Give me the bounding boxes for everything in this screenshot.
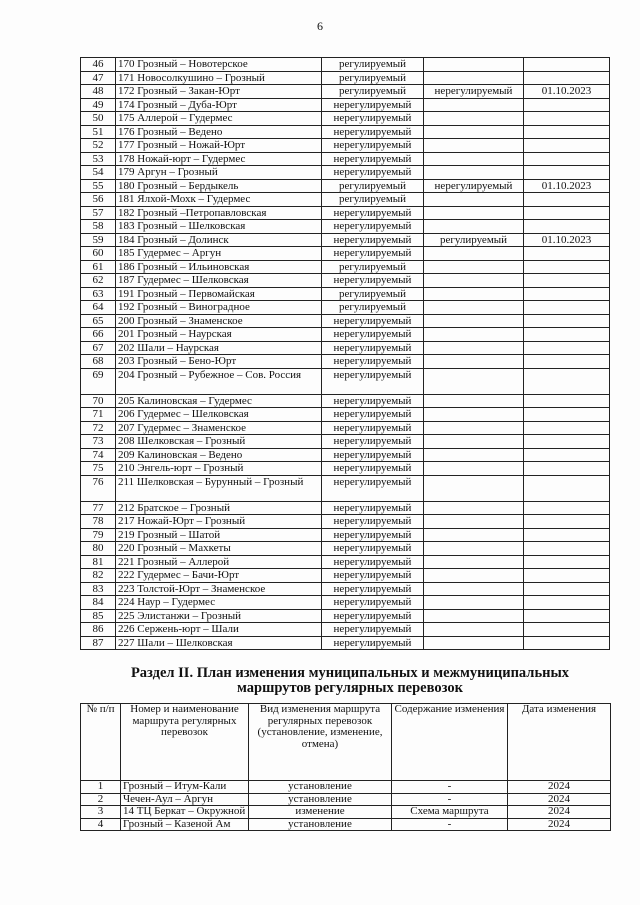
- change-route-name-cell: Грозный – Итум-Кали: [121, 781, 249, 794]
- route-new-type-cell: [424, 220, 524, 234]
- route-number-cell: 64: [81, 301, 116, 315]
- change-date-cell: [524, 206, 610, 220]
- routes-table: [80, 57, 610, 650]
- route-name-cell: 211 Шелковская – Бурунный – Грозный: [116, 475, 322, 501]
- route-name-cell: 200 Грозный – Знаменское: [116, 314, 322, 328]
- route-type-cell: нерегулируемый: [322, 274, 424, 288]
- table-row: [81, 287, 610, 301]
- route-number-cell: 46: [81, 58, 116, 72]
- route-new-type-cell: [424, 435, 524, 449]
- change-date-cell: 2024: [508, 806, 611, 819]
- change-route-name-cell: Грозный – Казеной Ам: [121, 818, 249, 831]
- route-name-cell: 185 Гудермес – Аргун: [116, 247, 322, 261]
- table-row: [81, 125, 610, 139]
- change-num-cell: 1: [81, 781, 121, 794]
- route-new-type-cell: [424, 501, 524, 515]
- route-new-type-cell: [424, 125, 524, 139]
- change-num-cell: 4: [81, 818, 121, 831]
- route-new-type-cell: [424, 355, 524, 369]
- change-date-cell: [524, 435, 610, 449]
- route-new-type-cell: [424, 193, 524, 207]
- route-number-cell: 58: [81, 220, 116, 234]
- route-new-type-cell: [424, 71, 524, 85]
- change-date-cell: 01.10.2023: [524, 233, 610, 247]
- route-type-cell: нерегулируемый: [322, 247, 424, 261]
- route-number-cell: 75: [81, 462, 116, 476]
- route-number-cell: 59: [81, 233, 116, 247]
- route-type-cell: нерегулируемый: [322, 408, 424, 422]
- table-row: [81, 368, 610, 394]
- route-name-cell: 178 Ножай-юрт – Гудермес: [116, 152, 322, 166]
- route-name-cell: 183 Грозный – Шелковская: [116, 220, 322, 234]
- change-kind-cell: установление: [249, 818, 392, 831]
- change-date-cell: [524, 98, 610, 112]
- table-row: [81, 152, 610, 166]
- header-change-content: Содержание изменения: [392, 704, 508, 781]
- route-name-cell: 227 Шали – Шелковская: [116, 636, 322, 650]
- route-number-cell: 72: [81, 421, 116, 435]
- table-row: [81, 555, 610, 569]
- route-number-cell: 73: [81, 435, 116, 449]
- change-date-cell: [524, 462, 610, 476]
- page-number: 6: [317, 19, 323, 33]
- table-row: [81, 355, 610, 369]
- route-name-cell: 203 Грозный – Бено-Юрт: [116, 355, 322, 369]
- route-type-cell: нерегулируемый: [322, 341, 424, 355]
- change-date-cell: [524, 609, 610, 623]
- route-name-cell: 212 Братское – Грозный: [116, 501, 322, 515]
- route-new-type-cell: регулируемый: [424, 233, 524, 247]
- table-row: [81, 421, 610, 435]
- change-date-cell: [524, 569, 610, 583]
- route-name-cell: 187 Гудермес – Шелковская: [116, 274, 322, 288]
- route-new-type-cell: [424, 206, 524, 220]
- table-row: [81, 542, 610, 556]
- table-row: [81, 179, 610, 193]
- change-route-name-cell: Чечен-Аул – Аргун: [121, 793, 249, 806]
- table-row: [81, 515, 610, 529]
- change-date-cell: [524, 166, 610, 180]
- route-name-cell: 191 Грозный – Первомайская: [116, 287, 322, 301]
- route-number-cell: 63: [81, 287, 116, 301]
- route-name-cell: 172 Грозный – Закан-Юрт: [116, 85, 322, 99]
- route-type-cell: нерегулируемый: [322, 233, 424, 247]
- change-date-cell: [524, 71, 610, 85]
- route-name-cell: 175 Аллерой – Гудермес: [116, 112, 322, 126]
- route-name-cell: 184 Грозный – Долинск: [116, 233, 322, 247]
- change-date-cell: [524, 328, 610, 342]
- change-num-cell: 2: [81, 793, 121, 806]
- route-new-type-cell: [424, 528, 524, 542]
- route-new-type-cell: [424, 328, 524, 342]
- route-new-type-cell: [424, 421, 524, 435]
- route-number-cell: 47: [81, 71, 116, 85]
- route-number-cell: 74: [81, 448, 116, 462]
- route-new-type-cell: [424, 394, 524, 408]
- route-name-cell: 206 Гудермес – Шелковская: [116, 408, 322, 422]
- route-new-type-cell: [424, 260, 524, 274]
- route-new-type-cell: [424, 475, 524, 501]
- change-content-cell: -: [392, 818, 508, 831]
- table-row: [81, 58, 610, 72]
- route-number-cell: 82: [81, 569, 116, 583]
- table-row: [81, 609, 610, 623]
- route-number-cell: 70: [81, 394, 116, 408]
- table-row: [81, 166, 610, 180]
- route-name-cell: 171 Новосолкушино – Грозный: [116, 71, 322, 85]
- route-name-cell: 225 Элистанжи – Грозный: [116, 609, 322, 623]
- table-row: [81, 301, 610, 315]
- change-date-cell: [524, 314, 610, 328]
- route-new-type-cell: [424, 98, 524, 112]
- route-name-cell: 209 Калиновская – Ведено: [116, 448, 322, 462]
- route-number-cell: 80: [81, 542, 116, 556]
- route-new-type-cell: [424, 166, 524, 180]
- route-number-cell: 57: [81, 206, 116, 220]
- route-name-cell: 219 Грозный – Шатой: [116, 528, 322, 542]
- table-row: [81, 112, 610, 126]
- table-row: [81, 636, 610, 650]
- header-route-name: Номер и наименование маршрута регулярных перевозок: [121, 704, 249, 781]
- route-name-cell: 186 Грозный – Ильиновская: [116, 260, 322, 274]
- route-type-cell: нерегулируемый: [322, 542, 424, 556]
- change-date-cell: [524, 341, 610, 355]
- route-type-cell: нерегулируемый: [322, 462, 424, 476]
- route-new-type-cell: [424, 596, 524, 610]
- route-number-cell: 52: [81, 139, 116, 153]
- route-name-cell: 176 Грозный – Ведено: [116, 125, 322, 139]
- route-number-cell: 49: [81, 98, 116, 112]
- route-type-cell: регулируемый: [322, 179, 424, 193]
- route-type-cell: нерегулируемый: [322, 582, 424, 596]
- change-kind-cell: изменение: [249, 806, 392, 819]
- change-date-cell: [524, 555, 610, 569]
- section-title: Раздел II. План изменения муниципальных и межмуниципальных маршрутов регулярных перевозок: [130, 665, 570, 696]
- route-number-cell: 87: [81, 636, 116, 650]
- change-date-cell: [524, 301, 610, 315]
- table-row: [81, 394, 610, 408]
- route-number-cell: 66: [81, 328, 116, 342]
- change-date-cell: [524, 287, 610, 301]
- change-date-cell: [524, 408, 610, 422]
- change-route-name-cell: 14 ТЦ Беркат – Окружной: [121, 806, 249, 819]
- route-name-cell: 181 Ялхой-Мохк – Гудермес: [116, 193, 322, 207]
- route-type-cell: регулируемый: [322, 71, 424, 85]
- route-type-cell: нерегулируемый: [322, 515, 424, 529]
- table-row: [81, 206, 610, 220]
- table-row: [81, 314, 610, 328]
- route-name-cell: 182 Грозный –Петропавловская: [116, 206, 322, 220]
- change-date-cell: [524, 528, 610, 542]
- route-type-cell: нерегулируемый: [322, 112, 424, 126]
- route-type-cell: нерегулируемый: [322, 609, 424, 623]
- change-date-cell: [524, 542, 610, 556]
- route-new-type-cell: [424, 301, 524, 315]
- route-type-cell: нерегулируемый: [322, 448, 424, 462]
- change-date-cell: 2024: [508, 818, 611, 831]
- change-date-cell: [524, 368, 610, 394]
- route-type-cell: нерегулируемый: [322, 125, 424, 139]
- route-name-cell: 170 Грозный – Новотерское: [116, 58, 322, 72]
- route-number-cell: 85: [81, 609, 116, 623]
- route-type-cell: нерегулируемый: [322, 596, 424, 610]
- route-type-cell: регулируемый: [322, 193, 424, 207]
- route-number-cell: 53: [81, 152, 116, 166]
- table-row: [81, 806, 611, 819]
- table-row: [81, 220, 610, 234]
- table-row: [81, 274, 610, 288]
- route-name-cell: 202 Шали – Наурская: [116, 341, 322, 355]
- route-new-type-cell: [424, 139, 524, 153]
- table-row: [81, 408, 610, 422]
- table-row: [81, 98, 610, 112]
- route-new-type-cell: [424, 448, 524, 462]
- change-content-cell: -: [392, 793, 508, 806]
- table-row: [81, 475, 610, 501]
- route-type-cell: нерегулируемый: [322, 368, 424, 394]
- route-new-type-cell: [424, 636, 524, 650]
- change-content-cell: -: [392, 781, 508, 794]
- change-date-cell: [524, 501, 610, 515]
- route-number-cell: 68: [81, 355, 116, 369]
- table-row: [81, 818, 611, 831]
- table-row: [81, 623, 610, 637]
- change-num-cell: 3: [81, 806, 121, 819]
- route-type-cell: нерегулируемый: [322, 98, 424, 112]
- route-new-type-cell: [424, 623, 524, 637]
- route-number-cell: 77: [81, 501, 116, 515]
- change-date-cell: [524, 448, 610, 462]
- change-kind-cell: установление: [249, 793, 392, 806]
- table-row: [81, 462, 610, 476]
- route-name-cell: 204 Грозный – Рубежное – Сов. Россия: [116, 368, 322, 394]
- route-new-type-cell: [424, 408, 524, 422]
- change-date-cell: [524, 139, 610, 153]
- table-row: [81, 341, 610, 355]
- table-row: [81, 435, 610, 449]
- route-number-cell: 65: [81, 314, 116, 328]
- route-name-cell: 201 Грозный – Наурская: [116, 328, 322, 342]
- route-type-cell: нерегулируемый: [322, 152, 424, 166]
- route-new-type-cell: [424, 247, 524, 261]
- route-number-cell: 76: [81, 475, 116, 501]
- route-type-cell: нерегулируемый: [322, 206, 424, 220]
- change-date-cell: [524, 515, 610, 529]
- route-number-cell: 48: [81, 85, 116, 99]
- route-type-cell: нерегулируемый: [322, 314, 424, 328]
- route-name-cell: 223 Толстой-Юрт – Знаменское: [116, 582, 322, 596]
- table-row: [81, 233, 610, 247]
- route-number-cell: 56: [81, 193, 116, 207]
- route-name-cell: 220 Грозный – Махкеты: [116, 542, 322, 556]
- route-changes-table: [80, 703, 611, 831]
- route-number-cell: 51: [81, 125, 116, 139]
- header-num: № п/п: [81, 704, 121, 781]
- route-type-cell: нерегулируемый: [322, 355, 424, 369]
- route-type-cell: нерегулируемый: [322, 636, 424, 650]
- route-type-cell: нерегулируемый: [322, 139, 424, 153]
- route-number-cell: 62: [81, 274, 116, 288]
- route-number-cell: 78: [81, 515, 116, 529]
- route-type-cell: нерегулируемый: [322, 475, 424, 501]
- header-change-date: Дата изменения: [508, 704, 611, 781]
- route-new-type-cell: [424, 341, 524, 355]
- change-date-cell: [524, 247, 610, 261]
- route-type-cell: нерегулируемый: [322, 394, 424, 408]
- route-new-type-cell: [424, 555, 524, 569]
- route-name-cell: 210 Энгель-юрт – Грозный: [116, 462, 322, 476]
- route-new-type-cell: [424, 582, 524, 596]
- route-type-cell: регулируемый: [322, 301, 424, 315]
- route-name-cell: 180 Грозный – Бердыкель: [116, 179, 322, 193]
- table-row: [81, 85, 610, 99]
- route-number-cell: 81: [81, 555, 116, 569]
- table-row: [81, 793, 611, 806]
- table-row: [81, 528, 610, 542]
- change-kind-cell: установление: [249, 781, 392, 794]
- table-row: [81, 448, 610, 462]
- table-row: [81, 139, 610, 153]
- route-name-cell: 174 Грозный – Дуба-Юрт: [116, 98, 322, 112]
- route-type-cell: нерегулируемый: [322, 421, 424, 435]
- route-new-type-cell: нерегулируемый: [424, 85, 524, 99]
- change-date-cell: [524, 58, 610, 72]
- route-number-cell: 61: [81, 260, 116, 274]
- route-new-type-cell: [424, 287, 524, 301]
- change-date-cell: [524, 274, 610, 288]
- route-name-cell: 217 Ножай-Юрт – Грозный: [116, 515, 322, 529]
- route-number-cell: 60: [81, 247, 116, 261]
- route-number-cell: 71: [81, 408, 116, 422]
- route-new-type-cell: [424, 152, 524, 166]
- route-number-cell: 67: [81, 341, 116, 355]
- route-new-type-cell: [424, 368, 524, 394]
- route-name-cell: 207 Гудермес – Знаменское: [116, 421, 322, 435]
- route-type-cell: нерегулируемый: [322, 435, 424, 449]
- route-type-cell: регулируемый: [322, 287, 424, 301]
- route-number-cell: 79: [81, 528, 116, 542]
- route-name-cell: 177 Грозный – Ножай-Юрт: [116, 139, 322, 153]
- change-date-cell: [524, 596, 610, 610]
- table-row: [81, 247, 610, 261]
- route-name-cell: 208 Шелковская – Грозный: [116, 435, 322, 449]
- table-row: [81, 71, 610, 85]
- route-name-cell: 221 Грозный – Аллерой: [116, 555, 322, 569]
- route-name-cell: 205 Калиновская – Гудермес: [116, 394, 322, 408]
- route-type-cell: нерегулируемый: [322, 166, 424, 180]
- route-number-cell: 83: [81, 582, 116, 596]
- table-row: [81, 596, 610, 610]
- route-type-cell: нерегулируемый: [322, 569, 424, 583]
- route-new-type-cell: [424, 542, 524, 556]
- route-name-cell: 179 Аргун – Грозный: [116, 166, 322, 180]
- change-date-cell: 01.10.2023: [524, 179, 610, 193]
- change-date-cell: [524, 260, 610, 274]
- route-new-type-cell: [424, 609, 524, 623]
- route-new-type-cell: [424, 274, 524, 288]
- header-change-kind: Вид изменения маршрута регулярных перевозок (установление, изменение, отмена): [249, 704, 392, 781]
- route-new-type-cell: [424, 515, 524, 529]
- route-type-cell: регулируемый: [322, 260, 424, 274]
- change-content-cell: Схема маршрута: [392, 806, 508, 819]
- route-type-cell: нерегулируемый: [322, 528, 424, 542]
- route-new-type-cell: [424, 58, 524, 72]
- route-new-type-cell: нерегулируемый: [424, 179, 524, 193]
- route-type-cell: регулируемый: [322, 85, 424, 99]
- table-row: [81, 781, 611, 794]
- table-header-row: [81, 704, 611, 781]
- change-date-cell: [524, 220, 610, 234]
- route-new-type-cell: [424, 112, 524, 126]
- route-number-cell: 84: [81, 596, 116, 610]
- change-date-cell: [524, 193, 610, 207]
- table-row: [81, 260, 610, 274]
- route-type-cell: нерегулируемый: [322, 623, 424, 637]
- route-number-cell: 55: [81, 179, 116, 193]
- route-type-cell: регулируемый: [322, 58, 424, 72]
- change-date-cell: [524, 421, 610, 435]
- table-row: [81, 582, 610, 596]
- change-date-cell: 01.10.2023: [524, 85, 610, 99]
- route-name-cell: 224 Наур – Гудермес: [116, 596, 322, 610]
- change-date-cell: [524, 475, 610, 501]
- route-name-cell: 226 Сержень-юрт – Шали: [116, 623, 322, 637]
- change-date-cell: [524, 582, 610, 596]
- change-date-cell: [524, 112, 610, 126]
- table-row: [81, 328, 610, 342]
- route-number-cell: 54: [81, 166, 116, 180]
- route-type-cell: нерегулируемый: [322, 555, 424, 569]
- change-date-cell: [524, 152, 610, 166]
- change-date-cell: 2024: [508, 781, 611, 794]
- change-date-cell: [524, 125, 610, 139]
- table-row: [81, 193, 610, 207]
- route-new-type-cell: [424, 569, 524, 583]
- change-date-cell: [524, 355, 610, 369]
- route-new-type-cell: [424, 462, 524, 476]
- route-type-cell: нерегулируемый: [322, 501, 424, 515]
- change-date-cell: [524, 623, 610, 637]
- route-number-cell: 50: [81, 112, 116, 126]
- table-row: [81, 569, 610, 583]
- route-type-cell: нерегулируемый: [322, 328, 424, 342]
- change-date-cell: [524, 394, 610, 408]
- change-date-cell: 2024: [508, 793, 611, 806]
- route-number-cell: 69: [81, 368, 116, 394]
- change-date-cell: [524, 636, 610, 650]
- table-row: [81, 501, 610, 515]
- route-number-cell: 86: [81, 623, 116, 637]
- route-type-cell: нерегулируемый: [322, 220, 424, 234]
- route-name-cell: 222 Гудермес – Бачи-Юрт: [116, 569, 322, 583]
- route-name-cell: 192 Грозный – Виноградное: [116, 301, 322, 315]
- route-new-type-cell: [424, 314, 524, 328]
